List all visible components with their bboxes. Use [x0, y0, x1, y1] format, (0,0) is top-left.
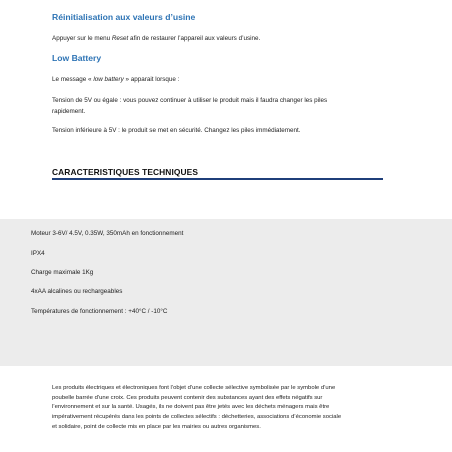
- disposal-notice-line: et solidaire, point de collecte mis en place par les mairies ou autres organismes.: [52, 423, 261, 430]
- spec-item-max-load: Charge maximale 1Kg: [31, 269, 94, 276]
- disposal-notice-line: poubelle barrée d’une croix. Ces produits peuvent contenir des substances ayant des effets négatifs sur: [52, 394, 323, 401]
- low-battery-msg-em: low battery: [93, 76, 124, 83]
- low-battery-msg-after: » apparait lorsque :: [123, 76, 180, 83]
- disposal-notice-line: Les produits électriques et électroniques font l’objet d’une collecte sélective symbolisée par le symbole d’une: [52, 385, 336, 391]
- reset-menu-name: Reset: [111, 35, 129, 42]
- specs-heading: CARACTERISTIQUES TECHNIQUES: [52, 167, 199, 177]
- low-battery-voltage-ok-line: Tension de 5V ou égale : vous pouvez continuer à utiliser le produit mais il faudra changer les piles: [52, 97, 328, 104]
- low-battery-msg-before: Le message «: [52, 76, 94, 83]
- low-battery-voltage-low-line: Tension inférieure à 5V : le produit se met en sécurité. Changez les piles immédiatement.: [52, 127, 301, 134]
- low-battery-message: [52, 75, 179, 85]
- spec-item-ip-rating: IPX4: [31, 250, 45, 257]
- reset-paragraph: [52, 34, 260, 44]
- spec-item-batteries: 4xAA alcalines ou rechargeables: [31, 288, 123, 295]
- specs-heading-rule: [52, 178, 383, 180]
- low-battery-heading: Low Battery: [52, 53, 102, 63]
- disposal-notice: [52, 384, 402, 433]
- low-battery-voltage-ok-line-cont: rapidement.: [52, 108, 86, 115]
- reset-text-before: Appuyer sur le menu: [52, 35, 112, 42]
- spec-item-motor: Moteur 3-6V/ 4.5V, 0.35W, 350mAh en fonctionnement: [31, 230, 184, 237]
- disposal-notice-line: impérativement récupérés dans les points de collectes sélectifs : déchetteries, associations d’économie sociale: [52, 414, 342, 421]
- spec-item-temperatures: Températures de fonctionnement : +40°C / -10°C: [31, 308, 168, 315]
- reset-heading: Réinitialisation aux valeurs d’usine: [52, 12, 196, 22]
- reset-text-after: afin de restaurer l’appareil aux valeurs d’usine.: [128, 35, 261, 42]
- disposal-notice-line: l’environnement et sur la santé. Usagés, ils ne doivent pas être jetés avec les déchets ménagers mais être: [52, 404, 330, 411]
